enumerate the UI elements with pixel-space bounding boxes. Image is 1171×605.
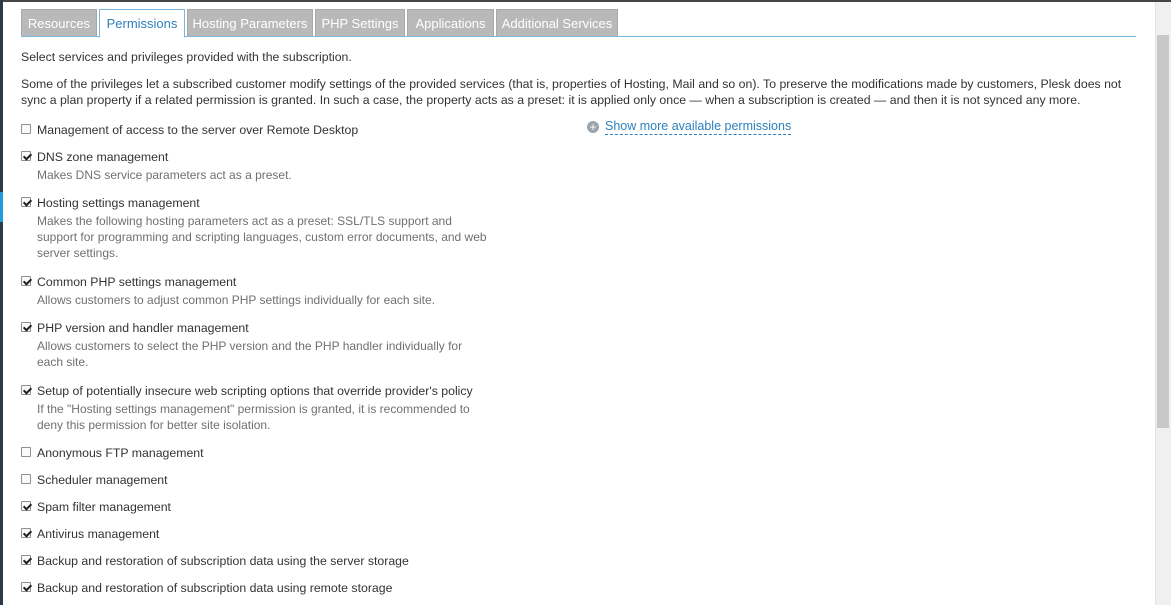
checkbox[interactable] — [21, 385, 31, 395]
permission-label: Scheduler management — [37, 473, 168, 487]
checkbox[interactable] — [21, 501, 31, 511]
permission-description: Allows customers to adjust common PHP settings individually for each site. — [37, 293, 435, 307]
tab-permissions[interactable]: Permissions — [99, 9, 185, 38]
permission-label: Backup and restoration of subscription data using the server storage — [37, 554, 409, 568]
permission-description: If the "Hosting settings management" permission is granted, it is recommended to deny this permission for better site isolation. — [37, 402, 470, 432]
sync-note: Some of the privileges let a subscribed customer modify settings of the provided services (that is, properties of Hosting, Mail and so on). To preserve the modifications made by customers, Plesk does not sync a plan property if a related permission is granted. In such a case, the property acts as a preset: it is applied only once — when a subscription is created — and then it is not synced any more. — [21, 77, 1122, 107]
permission-label: Spam filter management — [37, 500, 171, 514]
checkbox[interactable] — [21, 322, 31, 332]
checkbox[interactable] — [21, 124, 31, 134]
permissions-intro — [21, 49, 1131, 108]
checkbox[interactable] — [21, 582, 31, 592]
checkbox[interactable] — [21, 151, 31, 161]
permission-description: Allows customers to select the PHP version and the PHP handler individually for each site. — [37, 339, 463, 369]
tab-hosting-parameters[interactable]: Hosting Parameters — [187, 9, 313, 36]
permission-label: Anonymous FTP management — [37, 446, 204, 460]
permission-description: Makes the following hosting parameters act as a preset: SSL/TLS support and support for programming and scripting languages, custom error documents, and web server settings. — [37, 214, 487, 260]
show-more-permissions-link[interactable]: Show more available permissions — [605, 119, 792, 133]
checkbox[interactable] — [21, 528, 31, 538]
window-top-border — [0, 0, 1171, 2]
tab-additional-services[interactable]: Additional Services — [496, 9, 618, 36]
checkbox[interactable] — [21, 474, 31, 484]
left-navigation-accent — [0, 192, 3, 222]
checkbox[interactable] — [21, 276, 31, 286]
tab-underline — [21, 36, 1136, 37]
tab-php-settings[interactable]: PHP Settings — [315, 9, 405, 36]
plus-circle-icon: + — [587, 121, 599, 133]
checkbox[interactable] — [21, 555, 31, 565]
permission-label: Hosting settings management — [37, 196, 200, 210]
permission-label: Antivirus management — [37, 527, 160, 541]
permission-label: DNS zone management — [37, 150, 169, 164]
tab-resources[interactable]: Resources — [21, 9, 97, 36]
permission-label: Setup of potentially insecure web scripting options that override provider's policy — [37, 384, 473, 398]
checkbox[interactable] — [21, 447, 31, 457]
intro-text: Select services and privileges provided with the subscription. — [21, 50, 352, 64]
checkbox[interactable] — [21, 197, 31, 207]
permission-label: Common PHP settings management — [37, 275, 237, 289]
tab-applications[interactable]: Applications — [407, 9, 494, 36]
permission-description: Makes DNS service parameters act as a preset. — [37, 168, 292, 182]
permission-label: Backup and restoration of subscription data using remote storage — [37, 581, 393, 595]
permission-label: Management of access to the server over Remote Desktop — [37, 123, 359, 137]
scrollbar-thumb[interactable] — [1157, 35, 1169, 428]
left-navigation-edge — [0, 0, 3, 605]
permission-label: PHP version and handler management — [37, 321, 249, 335]
